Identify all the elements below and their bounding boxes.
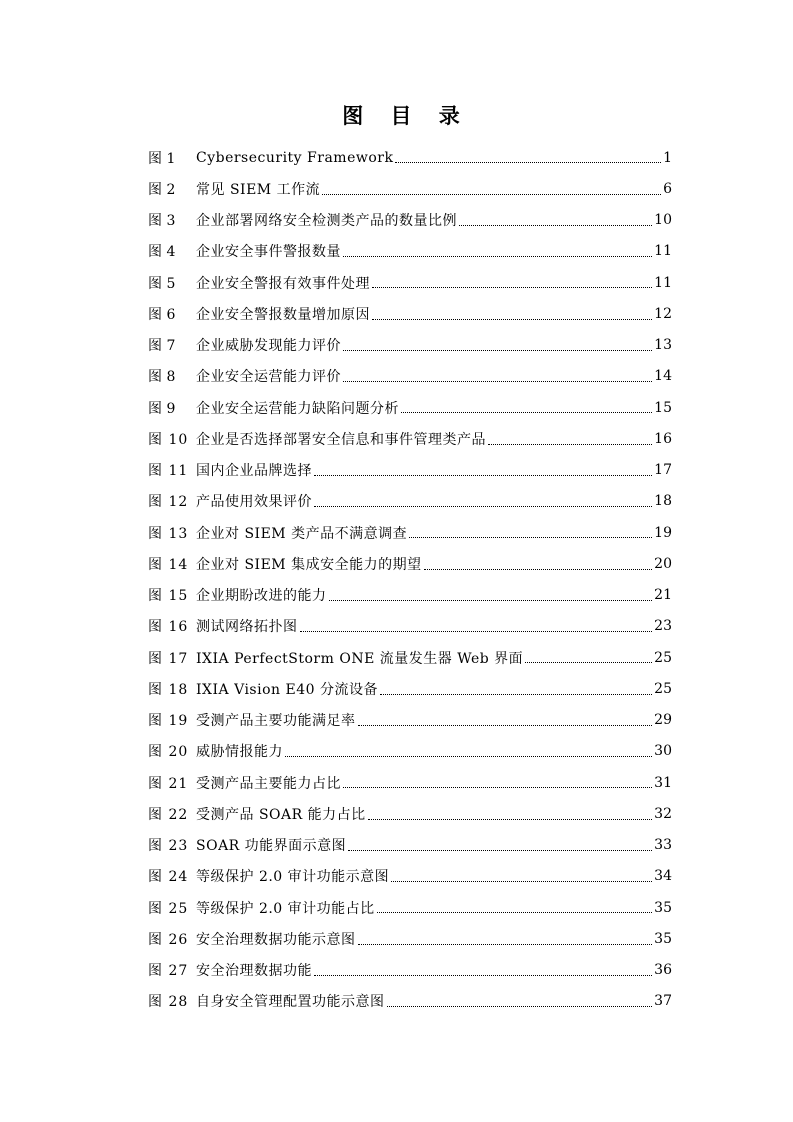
toc-entry[interactable] — [148, 173, 672, 204]
toc-entry[interactable] — [148, 673, 672, 704]
figure-caption: 等级保护 2.0 审计功能占比 — [196, 900, 375, 917]
page-number: 34 — [654, 868, 672, 885]
toc-entry[interactable] — [148, 392, 672, 423]
toc-entry[interactable] — [148, 767, 672, 798]
toc-entry[interactable] — [148, 142, 672, 173]
figure-number: 图 26 — [148, 931, 189, 948]
figure-caption: 企业安全警报有效事件处理 — [196, 275, 370, 292]
figure-caption: 企业部署网络安全检测类产品的数量比例 — [196, 213, 457, 230]
page-number: 31 — [654, 774, 672, 791]
dot-leader — [300, 622, 653, 632]
page-number: 16 — [654, 430, 672, 447]
page-number: 12 — [654, 305, 672, 322]
figure-caption: 安全治理数据功能 — [196, 963, 312, 980]
page-number: 23 — [654, 618, 672, 635]
toc-entry[interactable] — [148, 361, 672, 392]
dot-leader — [377, 903, 653, 913]
dot-leader — [322, 185, 661, 195]
page-number: 25 — [654, 649, 672, 666]
dot-leader — [343, 372, 652, 382]
toc-entry[interactable] — [148, 236, 672, 267]
dot-leader — [314, 966, 652, 976]
page-number: 14 — [654, 368, 672, 385]
toc-entry[interactable] — [148, 267, 672, 298]
figure-caption: 企业威胁发现能力评价 — [196, 338, 341, 355]
dot-leader — [372, 278, 652, 288]
figure-number: 图 24 — [148, 869, 189, 886]
figure-caption: 企业对 SIEM 类产品不满意调查 — [196, 525, 408, 542]
figure-number: 图 5 — [148, 275, 176, 292]
page-number: 29 — [654, 712, 672, 729]
toc-entry[interactable] — [148, 611, 672, 642]
figure-caption: 企业是否选择部署安全信息和事件管理类产品 — [196, 431, 486, 448]
figure-number: 图 28 — [148, 994, 189, 1011]
dot-leader — [285, 747, 652, 757]
toc-entry[interactable] — [148, 642, 672, 673]
dot-leader — [314, 466, 652, 476]
figure-number: 图 3 — [148, 213, 176, 230]
dot-leader — [314, 497, 652, 507]
dot-leader — [424, 560, 653, 570]
figure-number: 图 15 — [148, 588, 189, 605]
figure-caption: IXIA Vision E40 分流设备 — [196, 681, 378, 698]
figure-caption: SOAR 功能界面示意图 — [196, 838, 347, 855]
page-number: 36 — [654, 962, 672, 979]
figure-caption: 受测产品主要功能满足率 — [196, 713, 356, 730]
toc-entry[interactable] — [148, 298, 672, 329]
figure-number: 图 13 — [148, 525, 189, 542]
dot-leader — [525, 653, 652, 663]
page-number: 11 — [654, 243, 672, 260]
toc-entry[interactable] — [148, 892, 672, 923]
figure-number: 图 7 — [148, 338, 176, 355]
figure-caption: 企业安全运营能力评价 — [196, 369, 341, 386]
page-number: 6 — [663, 180, 672, 197]
toc-entry[interactable] — [148, 705, 672, 736]
figure-number: 图 2 — [148, 181, 176, 198]
figure-number: 图 4 — [148, 244, 176, 261]
figure-caption: 企业安全警报数量增加原因 — [196, 306, 370, 323]
dot-leader — [395, 153, 661, 163]
toc-entry[interactable] — [148, 861, 672, 892]
toc-entry[interactable] — [148, 455, 672, 486]
figure-caption: 企业对 SIEM 集成安全能力的期望 — [196, 556, 422, 573]
figure-number: 图 10 — [148, 431, 189, 448]
dot-leader — [409, 528, 652, 538]
toc-entry[interactable] — [148, 798, 672, 829]
figure-number: 图 6 — [148, 306, 176, 323]
page-number: 33 — [654, 837, 672, 854]
dot-leader — [488, 435, 652, 445]
figure-caption: 受测产品 SOAR 能力占比 — [196, 806, 366, 823]
figure-caption: 产品使用效果评价 — [196, 494, 312, 511]
toc-entry[interactable] — [148, 736, 672, 767]
figure-number: 图 23 — [148, 838, 189, 855]
page-number: 13 — [654, 337, 672, 354]
toc-entry[interactable] — [148, 486, 672, 517]
figure-number: 图 14 — [148, 556, 189, 573]
toc-entry[interactable] — [148, 330, 672, 361]
page-number: 18 — [654, 493, 672, 510]
figure-number: 图 1 — [148, 150, 176, 167]
page-number: 20 — [654, 555, 672, 572]
page-number: 32 — [654, 805, 672, 822]
figure-caption: 受测产品主要能力占比 — [196, 775, 341, 792]
figure-number: 图 27 — [148, 963, 189, 980]
figure-caption: 企业安全事件警报数量 — [196, 244, 341, 261]
toc-entry[interactable] — [148, 205, 672, 236]
toc-entry[interactable] — [148, 923, 672, 954]
page-number: 25 — [654, 680, 672, 697]
dot-leader — [343, 341, 652, 351]
dot-leader — [459, 216, 652, 226]
toc-entry[interactable] — [148, 423, 672, 454]
figure-number: 图 17 — [148, 650, 189, 667]
page-title: 图 目 录 — [342, 104, 470, 128]
page-number: 11 — [654, 274, 672, 291]
page-number: 1 — [663, 149, 672, 166]
figure-caption: 测试网络拓扑图 — [196, 619, 298, 636]
page-number: 15 — [654, 399, 672, 416]
figure-caption: 常见 SIEM 工作流 — [196, 181, 321, 198]
dot-leader — [358, 935, 653, 945]
page-number: 35 — [654, 930, 672, 947]
page-number: 37 — [654, 993, 672, 1010]
figure-caption: Cybersecurity Framework — [196, 149, 394, 166]
dot-leader — [401, 403, 652, 413]
dot-leader — [348, 841, 652, 851]
page-number: 35 — [654, 899, 672, 916]
figure-number: 图 16 — [148, 619, 189, 636]
toc-entry[interactable] — [148, 548, 672, 579]
figure-number: 图 8 — [148, 369, 176, 386]
page-number: 17 — [654, 462, 672, 479]
figure-number: 图 12 — [148, 494, 189, 511]
toc-entry[interactable] — [148, 580, 672, 611]
figure-number: 图 25 — [148, 900, 189, 917]
dot-leader — [343, 778, 652, 788]
figure-number: 图 19 — [148, 713, 189, 730]
figure-number: 图 11 — [148, 463, 189, 480]
figure-caption: 等级保护 2.0 审计功能示意图 — [196, 869, 390, 886]
figure-caption: 国内企业品牌选择 — [196, 463, 312, 480]
figure-number: 图 21 — [148, 775, 189, 792]
dot-leader — [380, 685, 652, 695]
dot-leader — [391, 872, 652, 882]
figure-caption: 威胁情报能力 — [196, 744, 283, 761]
figure-number: 图 22 — [148, 806, 189, 823]
page-number: 19 — [654, 524, 672, 541]
figure-number: 图 18 — [148, 681, 189, 698]
dot-leader — [387, 997, 653, 1007]
dot-leader — [368, 810, 653, 820]
dot-leader — [372, 310, 652, 320]
dot-leader — [329, 591, 653, 601]
toc-entry[interactable] — [148, 955, 672, 986]
figure-caption: 企业安全运营能力缺陷问题分析 — [196, 400, 399, 417]
figure-number: 图 9 — [148, 400, 176, 417]
figure-caption: 安全治理数据功能示意图 — [196, 931, 356, 948]
page-number: 30 — [654, 743, 672, 760]
page-number: 10 — [654, 212, 672, 229]
figure-caption: IXIA PerfectStorm ONE 流量发生器 Web 界面 — [196, 650, 524, 667]
toc-entry[interactable] — [148, 830, 672, 861]
toc-entry[interactable] — [148, 986, 672, 1017]
figure-caption: 企业期盼改进的能力 — [196, 588, 327, 605]
figure-caption: 自身安全管理配置功能示意图 — [196, 994, 385, 1011]
page-number: 21 — [654, 587, 672, 604]
figure-number: 图 20 — [148, 744, 189, 761]
toc-entry[interactable] — [148, 517, 672, 548]
dot-leader — [343, 247, 652, 257]
dot-leader — [358, 716, 653, 726]
figure-list — [148, 142, 672, 1017]
